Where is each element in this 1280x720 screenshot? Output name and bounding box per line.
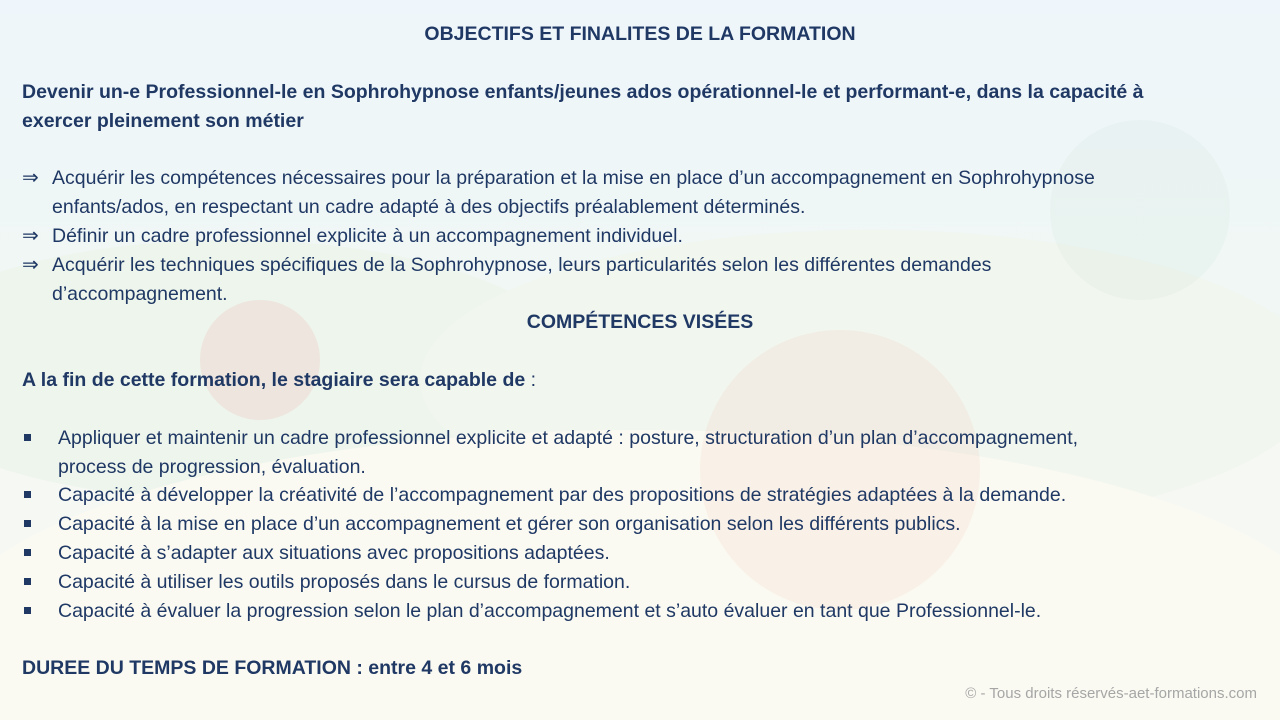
objective-item-3-line-1: Acquérir les techniques spécifiques de la Sophrohypnose, leurs particularités selon les différentes demandes (52, 254, 992, 276)
bullet-icon (24, 549, 31, 556)
intro-line-2: exercer pleinement son métier (22, 110, 304, 132)
copyright-text: © - Tous droits réservés-aet-formations.com (965, 685, 1257, 702)
skills-intro (22, 366, 536, 395)
bullet-icon (24, 607, 31, 614)
skill-item-2: Capacité à développer la créativité de l’accompagnement par des propositions de stratégies adaptées à la demande. (58, 484, 1067, 506)
arrow-icon: ⇒ (22, 254, 39, 276)
page-title: OBJECTIFS ET FINALITES DE LA FORMATION (424, 23, 856, 45)
bullet-icon (24, 578, 31, 585)
skill-item-1-line-2: process de progression, évaluation. (58, 456, 366, 478)
bullet-icon (24, 491, 31, 498)
skills-intro-bold: A la fin de cette formation, le stagiaire sera capable de (22, 369, 526, 391)
arrow-icon: ⇒ (22, 225, 39, 247)
skills-heading: COMPÉTENCES VISÉES (526, 311, 754, 333)
skill-item-4: Capacité à s’adapter aux situations avec propositions adaptées. (58, 542, 610, 564)
duration-text: DUREE DU TEMPS DE FORMATION : entre 4 et 6 mois (22, 657, 523, 679)
bullet-icon (24, 434, 31, 441)
bullet-icon (24, 520, 31, 527)
skill-item-5: Capacité à utiliser les outils proposés dans le cursus de formation. (58, 571, 631, 593)
skills-intro-colon: : (525, 369, 537, 391)
arrow-icon: ⇒ (22, 167, 39, 189)
objective-item-1-line-2: enfants/ados, en respectant un cadre adapté à des objectifs préalablement déterminés. (52, 196, 806, 218)
objective-item-1-line-1: Acquérir les compétences nécessaires pour la préparation et la mise en place d’un accompagnement en Sophrohypnose (52, 167, 1095, 189)
skill-item-1-line-1: Appliquer et maintenir un cadre professionnel explicite et adapté : posture, structuration d’un plan d’accompagnement, (58, 427, 1079, 449)
objective-item-2: Définir un cadre professionnel explicite à un accompagnement individuel. (52, 225, 683, 247)
skill-item-3: Capacité à la mise en place d’un accompagnement et gérer son organisation selon les différents publics. (58, 513, 961, 535)
objective-item-3-line-2: d’accompagnement. (52, 283, 228, 305)
intro-line-1: Devenir un-e Professionnel-le en Sophrohypnose enfants/jeunes ados opérationnel-le et performant-e, dans la capacité à (22, 81, 1144, 103)
skill-item-6: Capacité à évaluer la progression selon le plan d’accompagnement et s’auto évaluer en tant que Professionnel-le. (58, 600, 1042, 622)
